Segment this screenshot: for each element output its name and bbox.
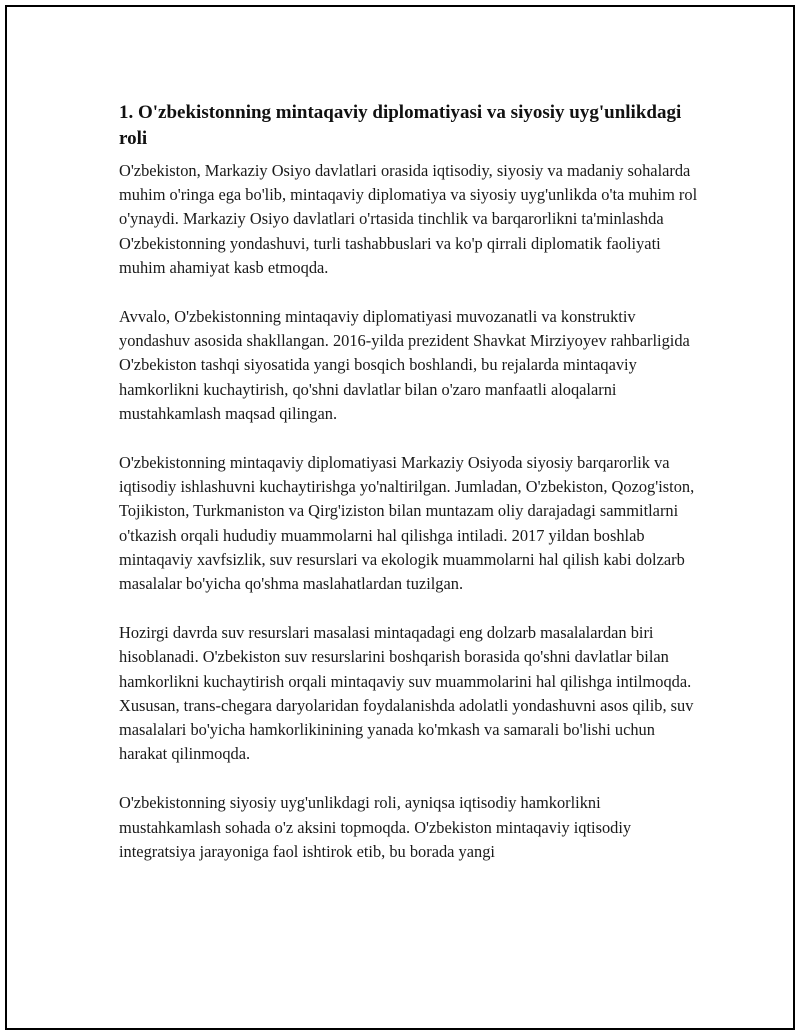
paragraph-1: O'zbekiston, Markaziy Osiyo davlatlari orasida iqtisodiy, siyosiy va madaniy sohalarda muhim o'ringa ega bo'lib, mintaqaviy diplomatiya va siyosiy uyg'unlikda o'ta muhim rol o'ynaydi. Markaziy Osiyo davlatlari o'rtasida tinchlik va barqarorlikni ta'minlashda O'zbekistonning yondashuvi, turli tashabbuslari va ko'p qirrali diplomatik faoliyati muhim ahamiyat kasb etmoqda. — [119, 161, 698, 277]
paragraph-2: Avvalo, O'zbekistonning mintaqaviy diplomatiyasi muvozanatli va konstruktiv yondashuv asosida shakllangan. 2016-yilda prezident Shavkat Mirziyoyev rahbarligida O'zbekiston tashqi siyosatida yangi bosqich boshlandi, bu rejalarda mintaqaviy hamkorlikni kuchaytirish, qo'shni davlatlar bilan o'zaro manfaatli aloqalarni mustahkamlash maqsad qilingan. — [119, 307, 690, 423]
paragraph-5: O'zbekistonning siyosiy uyg'unlikdagi roli, ayniqsa iqtisodiy hamkorlikni mustahkamlash sohada o'z aksini topmoqda. O'zbekiston mintaqaviy iqtisodiy integratsiya jarayoniga faol ishtirok etib, bu borada yangi — [119, 793, 632, 861]
section-heading: 1. O'zbekistonning mintaqaviy diplomatiyasi va siyosiy uyg'unlikdagi roli — [119, 102, 682, 149]
paragraph-3: O'zbekistonning mintaqaviy diplomatiyasi Markaziy Osiyoda siyosiy barqarorlik va iqtisodiy ishlashuvni kuchaytirishga yo'naltirilgan. Jumladan, O'zbekiston, Qozog'iston, Tojikiston, Turkmaniston va Qirg'iziston bilan muntazam oliy darajadagi sammitlarni o'tkazish orqali hududiy muammolarni hal qilishga intiladi. 2017 yildan boshlab mintaqaviy xavfsizlik, suv resurslari va ekologik muammolarni hal qilish kabi dolzarb masalalar bo'yicha qo'shma maslahatlardan tuzilgan. — [119, 453, 695, 594]
document-page — [5, 5, 795, 1030]
paragraph-4: Hozirgi davrda suv resurslari masalasi mintaqadagi eng dolzarb masalalardan biri hisoblanadi. O'zbekiston suv resurslarini boshqarish borasida qo'shni davlatlar bilan hamkorlikni kuchaytirish orqali mintaqaviy suv muammolarini hal qilishga intilmoqda. Xususan, trans-chegara daryolaridan foydalanishda adolatli yondashuvni asos qilib, suv masalalari bo'yicha hamkorlikinining yanada ko'mkash va samarali bo'lishi uchun harakat qilinmoqda. — [119, 623, 694, 764]
document-body — [119, 100, 699, 889]
